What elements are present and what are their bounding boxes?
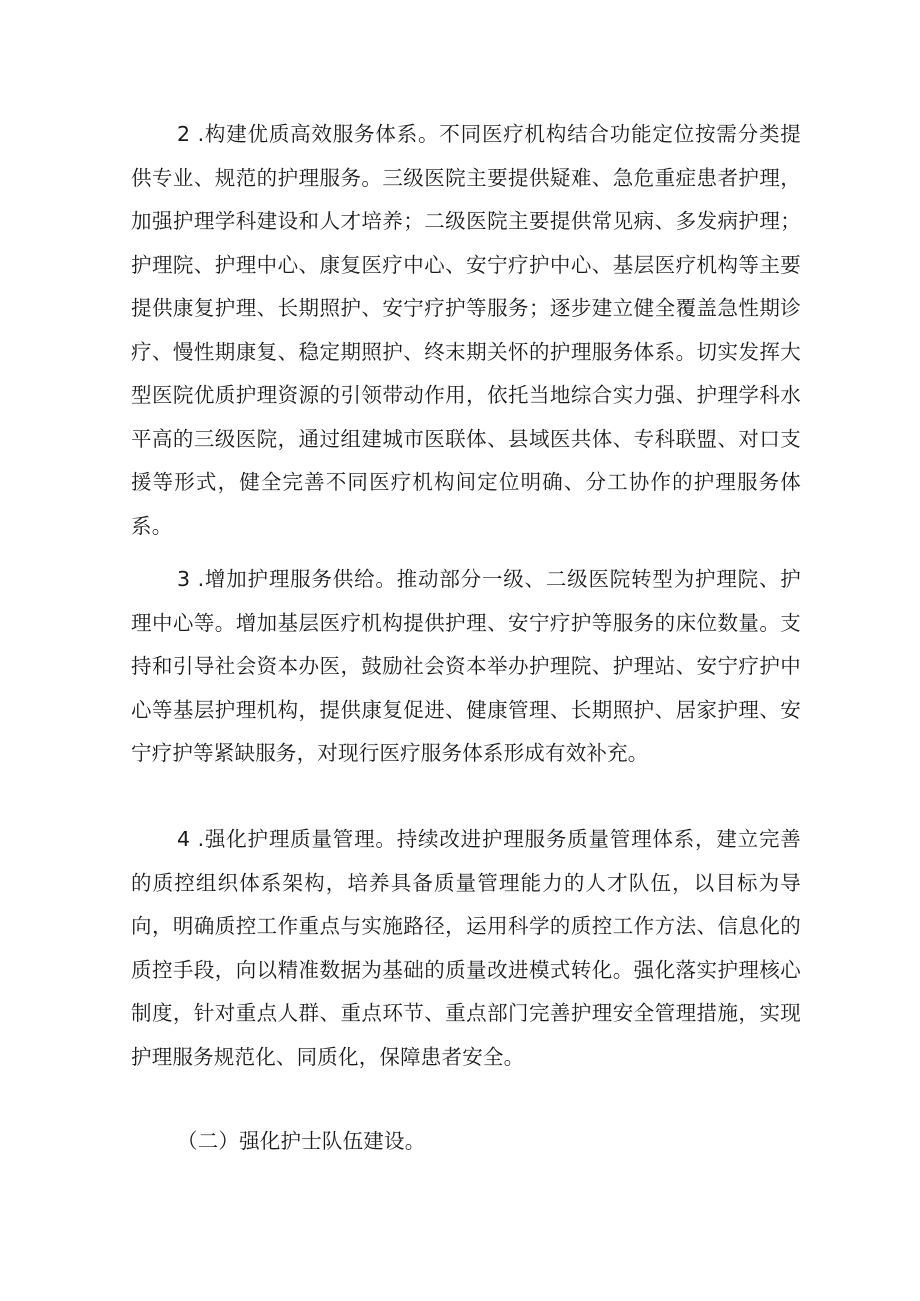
paragraph-service-system: 2 .构建优质高效服务体系。不同医疗机构结合功能定位按需分类提供专业、规范的护理服务。三级医院主要提供疑难、急危重症患者护理，加强护理学科建设和人才培养；二级医院主要提供常见病、多发病护理；护理院、护理中心、康复医疗中心、安宁疗护中心、基层医疗机构等主要提供康复护理、长期照护、安宁疗护等服务；逐步建立健全覆盖急性期诊疗、慢性期康复、稳定期照护、终末期关怀的护理服务体系。切实发挥大型医院优质护理资源的引领带动作用，依托当地综合实力强、护理学科水平高的三级医院，通过组建城市医联体、县域医共体、专科联盟、对口支援等形式，健全完善不同医疗机构间定位明确、分工协作的护理服务体系。 [131, 122, 801, 538]
section-heading-nurse-team: （二）强化护士队伍建设。 [177, 1129, 426, 1153]
paragraph-quality-management: 4 .强化护理质量管理。持续改进护理服务质量管理体系，建立完善的质控组织体系架构，培养具备质量管理能力的人才队伍，以目标为导向，明确质控工作重点与实施路径，运用科学的质控工作方法、信息化的质控手段，向以精准数据为基础的质量改进模式转化。强化落实护理核心制度，针对重点人群、重点环节、重点部门完善护理安全管理措施，实现护理服务规范化、同质化，保障患者安全。 [131, 827, 801, 1069]
paragraph-service-supply: 3 .增加护理服务供给。推动部分一级、二级医院转型为护理院、护理中心等。增加基层医疗机构提供护理、安宁疗护等服务的床位数量。支持和引导社会资本办医，鼓励社会资本举办护理院、护理站、安宁疗护中心等基层护理机构，提供康复促进、健康管理、长期照护、居家护理、安宁疗护等紧缺服务，对现行医疗服务体系形成有效补充。 [131, 567, 801, 765]
